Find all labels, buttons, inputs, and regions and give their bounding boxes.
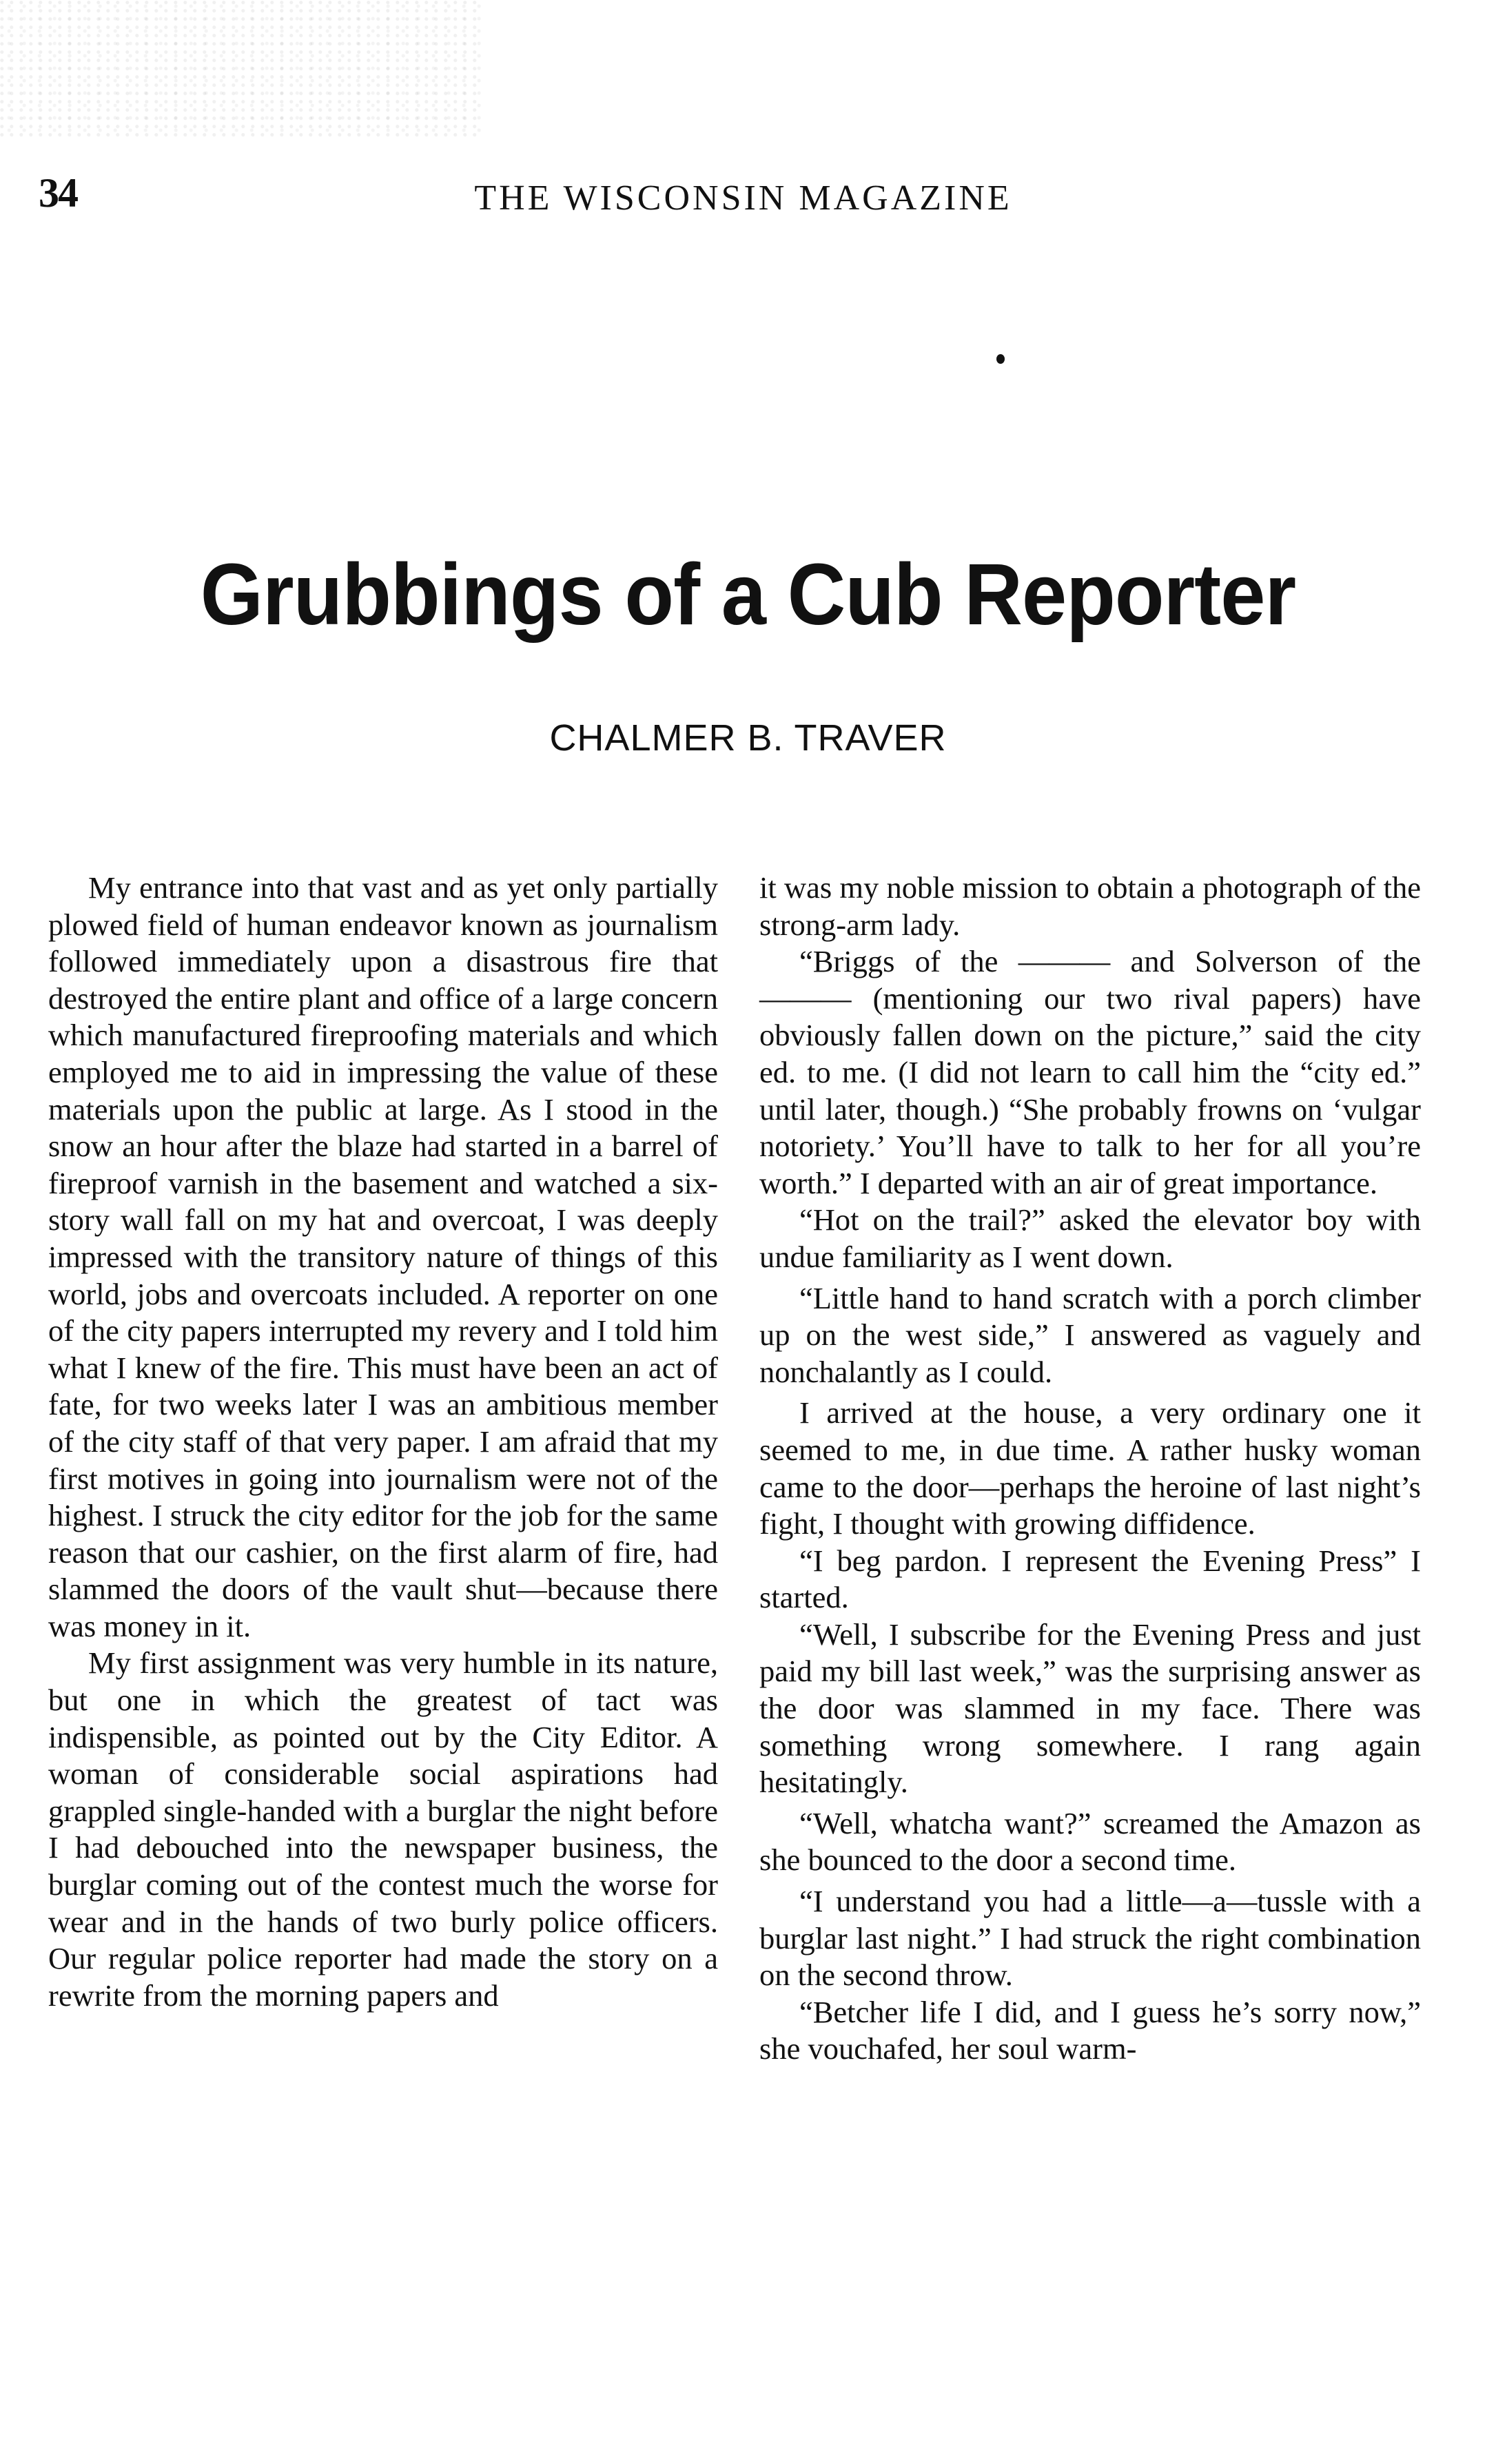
article-byline: CHALMER B. TRAVER — [549, 717, 947, 759]
paragraph: “I understand you had a little—a—tussle with a burglar last night.” I had struck the right combination on the second throw. — [759, 1884, 1421, 1993]
paragraph: “Little hand to hand scratch with a porch climber up on the west side,” I answered as vaguely and nonchalantly as I could. — [759, 1280, 1421, 1389]
paragraph: “I beg pardon. I represent the Evening Press” I started. — [759, 1543, 1421, 1615]
paragraph: “Betcher life I did, and I guess he’s sorry now,” she vouchafed, her soul warm- — [759, 1994, 1421, 2066]
article-title: Grubbings of a Cub Reporter — [200, 546, 1296, 643]
paragraph: My first assignment was very humble in its nature, but one in which the greatest of tact was indispensible, as pointed out by the City Editor. A woman of considerable social aspirations had grappled single-handed with a burglar the night before I had debouched into the newspaper business, the burglar coming out of the contest much the worse for wear and in the hands of two burly police officers. Our regular police reporter had made the story on a rewrite from the morning papers and — [48, 1645, 718, 2013]
paragraph: “Hot on the trail?” asked the elevator boy with undue familiarity as I went down. — [759, 1202, 1421, 1274]
scan-noise — [0, 0, 482, 138]
running-head: THE WISCONSIN MAGAZINE — [474, 178, 1012, 218]
paragraph: “Well, I subscribe for the Evening Press and just paid my bill last week,” was the surprising answer as the door was slammed in my face. There was something wrong somewhere. I rang again hesitatingly. — [759, 1616, 1421, 1800]
page-number: 34 — [39, 170, 77, 216]
paragraph: My entrance into that vast and as yet only partially plowed field of human endeavor known as journalism followed immediately upon a disastrous fire that destroyed the entire plant and office of a large concern which manufactured fireproofing materials and which employed me to aid in impressing the value of these materials upon the public at large. As I stood in the snow an hour after the blaze had started in a barrel of fireproof varnish in the basement and watched a six-story wall fall on my hat and overcoat, I was deeply impressed with the transitory nature of things of this world, jobs and overcoats included. A reporter on one of the city papers interrupted my revery and I told him what I knew of the fire. This must have been an act of fate, for two weeks later I was an ambitious member of the city staff of that very paper. I am afraid that my first motives in going into journalism were not of the highest. I struck the city editor for the job for the same reason that our cashier, on the first alarm of fire, had slammed the doors of the vault shut—because there was money in it. — [48, 870, 718, 1643]
paragraph: I arrived at the house, a very ordinary one it seemed to me, in due time. A rather husky woman came to the door—perhaps the heroine of last night’s fight, I thought with growing diffidence. — [759, 1395, 1421, 1541]
paragraph: “Briggs of the ——— and Solverson of the ——— (mentioning our two rival papers) have obviously fallen down on the picture,” said the city ed. to me. (I did not learn to call him the “city ed.” until later, though.) “She probably frowns on ‘vulgar notoriety.’ You’ll have to talk to her for all you’re worth.” I departed with an air of great importance. — [759, 944, 1421, 1200]
left-column — [48, 870, 718, 2014]
paragraph: it was my noble mission to obtain a photograph of the strong-arm lady. — [759, 870, 1421, 942]
paragraph: “Well, whatcha want?” screamed the Amazon as she bounced to the door a second time. — [759, 1805, 1421, 1878]
right-column — [759, 870, 1421, 2068]
print-speck — [996, 354, 1005, 364]
